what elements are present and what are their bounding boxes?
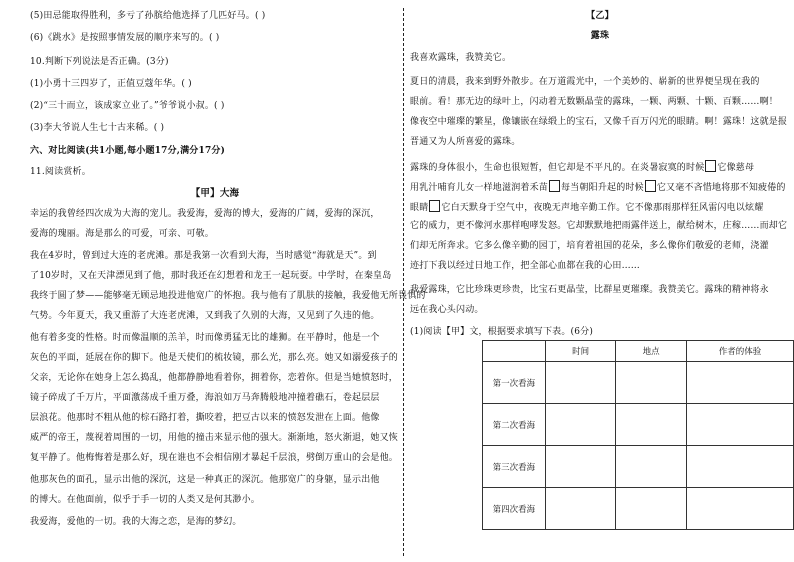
passage-yi-p4-line: 远在我心头闪动。: [410, 305, 484, 315]
question-10-3: (3)李大爷说人生七十古来稀。( ): [30, 123, 165, 133]
answer-cell[interactable]: [545, 404, 616, 446]
table-header-row: [483, 341, 794, 362]
passage-yi-p2-line: 眼前。看！那无边的绿叶上，闪动着无数颗晶莹的露珠，一颗、两颗、十颗、百颗……啊！: [410, 97, 779, 107]
answer-table: [482, 340, 794, 530]
question-10-2: (2)“三十而立，该成家立业了。”爷爷说小叔。( ): [30, 101, 225, 111]
table-row: [483, 362, 794, 404]
table-row: [483, 446, 794, 488]
row-label: 第四次看海: [483, 488, 546, 530]
question-9-6: (6)《跳水》是按照事情发展的顺序来写的。( ): [30, 33, 220, 43]
passage-jia-p3-line: 复平静了。他梅悔着是那么好，现在谁也不会相信刚才暴起千层浪，劈倒万重山的会是他。: [30, 453, 399, 463]
passage-jia-p2-line: 了10岁时，又在天津漂见到了他，那时我还在幻想着和龙王一起玩耍。中学时，在秦皇岛: [30, 271, 392, 281]
answer-cell[interactable]: [616, 488, 687, 530]
table-row: [483, 404, 794, 446]
table-header-cell: [483, 341, 546, 362]
question-11: 11.阅读赏析。: [30, 167, 91, 177]
passage-yi-p2-line: 晋通又为人所喜爱的露珠。: [410, 137, 521, 147]
passage-yi-p3-text: 用乳汁哺育儿女一样地滋润着禾苗: [410, 183, 549, 193]
passage-jia-p2-line: 我在4岁时，曾到过大连的老虎滩。那是我第一次看到大海，当时感觉“海就是天”。到: [30, 251, 377, 261]
passage-jia-p3-line: 他有着多变的性格。时而像温顺的羔羊，时而像勇猛无比的雄狮。在平静时，他是一个: [30, 333, 380, 343]
table-header-cell: 作者的体验: [686, 341, 793, 362]
fill-blank-box[interactable]: [549, 180, 560, 192]
column-divider: [403, 8, 404, 556]
question-10-1: (1)小勇十三四岁了，正值豆蔻年华。( ): [30, 79, 192, 89]
passage-yi-p2-line: 夏日的清晨，我来到野外散步。在万道霞光中，一个美妙的、崭新的世界便呈现在我的: [410, 77, 760, 87]
row-label: 第二次看海: [483, 404, 546, 446]
passage-jia-p3-line: 父亲，无论你在她身上怎么捣乱，他都静静地看着你，拥着你，恋着你。但是当她愤怒时，: [30, 373, 399, 383]
answer-cell[interactable]: [545, 446, 616, 488]
fill-blank-box[interactable]: [645, 180, 656, 192]
passage-jia-p1-line: 幸运的我曾经四次成为大海的宠儿。我爱海，爱海的博大，爱海的广阔，爱海的深沉，: [30, 209, 380, 219]
passage-yi-p3-line: [410, 180, 786, 194]
fill-blank-box[interactable]: [705, 160, 716, 172]
passage-yi-label: 【乙】: [586, 11, 614, 21]
answer-cell[interactable]: [545, 362, 616, 404]
answer-cell[interactable]: [686, 488, 793, 530]
passage-jia-p3-line: 镜子碎成了千万片，平面激荡成千重万叠，海浪如万马奔腾般地冲撞着礁石，卷起层层: [30, 393, 380, 403]
answer-cell[interactable]: [686, 362, 793, 404]
passage-yi-p3-text: 它像慈母: [717, 163, 755, 173]
fill-blank-box[interactable]: [429, 200, 440, 212]
table-header-cell: 地点: [616, 341, 687, 362]
passage-jia-p2-line: 气势。今年夏天，我又重游了大连老虎滩，又到我了久别的大海，又见到了久违的他。: [30, 311, 380, 321]
passage-yi-p3-text: 露珠的身体很小，生命也很短暂，但它却是不平凡的。在炎暑寂寞的时候: [410, 163, 705, 173]
passage-jia-title: 【甲】大海: [190, 188, 240, 199]
question-10-title: 10.判断下列说法是否正确。(3分): [30, 57, 169, 67]
passage-jia-p3-line: 灰色的平面，延展在你的脚下。他是天使们的梳妆镜，那么光，那么亮。她又如溺爱孩子的: [30, 353, 399, 363]
passage-yi-p3-line: [410, 160, 754, 174]
passage-jia-p3-line: 威严的帝王，蔑视着周围的一切，用他的撞击来显示他的强大。渐渐地，怒火渐退，她又恢: [30, 433, 399, 443]
passage-jia-p4-line: 他那灰色的面孔，显示出他的深沉，这是一种真正的深沉。他那宽广的身躯，显示出他: [30, 475, 380, 485]
passage-yi-p1: 我喜欢露珠，我赞美它。: [410, 53, 512, 63]
answer-cell[interactable]: [616, 446, 687, 488]
question-9-5: (5)田忌能取得胜利，多亏了孙膑给他选择了几匹好马。( ): [30, 11, 266, 21]
passage-yi-p3-line: 迹打下我以经过日地工作，把全部心血都在我的心田……: [410, 261, 641, 271]
passage-yi-p3-line: [410, 200, 763, 214]
passage-yi-p4-line: 我爱露珠，它比珍珠更珍贵，比宝石更晶莹，比群星更璀璨。我赞美它。露珠的精神将永: [410, 285, 769, 295]
passage-yi-p3-text: 它白天默身于空气中，夜晚无声地辛勤工作。它不像那雨那样狂风雷闪电以炫耀: [441, 203, 764, 213]
passage-yi-title: 露珠: [590, 31, 610, 41]
passage-jia-p5-line: 我爱海，爱他的一切。我的大海之恋，是海的梦幻。: [30, 517, 242, 527]
passage-jia-p1-line: 爱海的瑰丽。海是那么的可爱，可亲、可敬。: [30, 229, 215, 239]
answer-cell[interactable]: [616, 404, 687, 446]
passage-yi-p3-line: 们却无所奔求。它多么像辛勤的园丁，培育着祖国的花朵，多么像你们敬爱的老师，浇灌: [410, 241, 769, 251]
section-6-heading: 六、对比阅读(共1小题,每小题17分,满分17分): [30, 146, 226, 156]
row-label: 第一次看海: [483, 362, 546, 404]
row-label: 第三次看海: [483, 446, 546, 488]
passage-jia-p3-line: 层浪花。他那时不粗从他的棕石路打着，撕咬着，把豆古以来的愤怒发泄在上面。他像: [30, 413, 380, 423]
passage-yi-p3-text: 眼睛: [410, 203, 429, 213]
answer-cell[interactable]: [616, 362, 687, 404]
passage-yi-p3-text: 每当朝阳升起的时候: [561, 183, 644, 193]
passage-yi-p2-line: 像夜空中璀璨的繁星，像镶嵌在绿缎上的宝石，又像千百万闪光的眼睛。啊！露珠！这就是报: [410, 117, 788, 127]
passage-jia-p4-line: 的博大。在他面前，似乎于手一切的人类又是何其渺小。: [30, 495, 261, 505]
question-11-1: (1)阅读【甲】文，根据要求填写下表。(6分): [410, 327, 594, 337]
answer-cell[interactable]: [686, 446, 793, 488]
passage-jia-p2-line: 我终于圆了梦——能够毫无顾忌地投进他宽广的怀抱。我与他有了肌肤的接触，我爱他无所畏惧的: [30, 291, 426, 301]
answer-cell[interactable]: [545, 488, 616, 530]
passage-yi-p3-line: 它的威力，更不像河水那样咆哮发怒。它却默默地把雨露伴送上，献给树木，庄稼……而却它: [410, 221, 788, 231]
answer-cell[interactable]: [686, 404, 793, 446]
table-row: [483, 488, 794, 530]
passage-yi-p3-text: 它又毫不吝惜地将那不知疲倦的: [656, 183, 786, 193]
table-header-cell: 时间: [545, 341, 616, 362]
